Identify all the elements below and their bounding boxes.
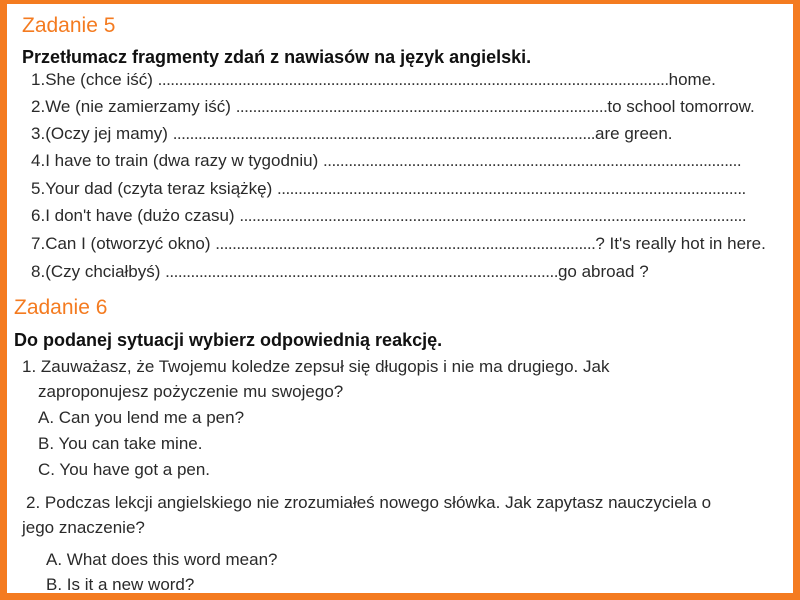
task5-answer-blank[interactable]: ....................................................................................................	[172, 124, 596, 143]
task6-title: Zadanie 6	[14, 296, 108, 319]
task6-q2-option-a[interactable]: A. What does this word mean?	[46, 550, 278, 569]
task5-item-prompt: I don't have (dużo czasu)	[45, 206, 235, 225]
task6-q1-option-a[interactable]: A. Can you lend me a pen?	[38, 408, 245, 427]
task5-item	[31, 206, 746, 226]
task5-item-prompt: She (chce iść)	[45, 70, 153, 89]
task5-instruction: Przetłumacz fragmenty zdań z nawiasów na język angielski.	[22, 47, 532, 67]
task5-answer-blank[interactable]: ...................................................................................................	[323, 151, 742, 170]
task5-answer-blank[interactable]: ...............................................................................................................	[277, 179, 746, 198]
task5-title: Zadanie 5	[22, 14, 116, 37]
task5-item-number: 4.	[31, 151, 46, 170]
task6-question-1-line1: 1. Zauważasz, że Twojemu koledze zepsuł się długopis i nie ma drugiego. Jak	[22, 357, 610, 376]
task6-q2-option-b[interactable]: B. Is it a new word?	[46, 575, 195, 594]
task5-item	[31, 179, 746, 199]
task5-answer-blank[interactable]: .........................................................................................................................	[157, 70, 669, 89]
task6-q1-option-c[interactable]: C. You have got a pen.	[38, 460, 211, 479]
task5-item-ending: go abroad ?	[557, 262, 649, 281]
task5-item	[31, 262, 649, 282]
task5-item-prompt: (Oczy jej mamy)	[45, 124, 168, 143]
task5-item-prompt: I have to train (dwa razy w tygodniu)	[45, 151, 319, 170]
task5-item	[31, 234, 766, 254]
task5-item-number: 1.	[31, 70, 46, 89]
task5-answer-blank[interactable]: .............................................................................................	[165, 262, 558, 281]
task5-item-number: 3.	[31, 124, 46, 143]
task5-item-number: 6.	[31, 206, 46, 225]
task5-item-ending: to school tomorrow.	[607, 97, 755, 116]
task5-item-ending: ? It's really hot in here.	[595, 234, 766, 253]
task5-item-number: 5.	[31, 179, 46, 198]
task5-item-prompt: Your dad (czyta teraz książkę)	[45, 179, 273, 198]
task5-answer-blank[interactable]: ..........................................................................................	[215, 234, 596, 253]
task5-answer-blank[interactable]: ........................................................................................	[235, 97, 608, 116]
task6-q1-option-b[interactable]: B. You can take mine.	[38, 434, 203, 453]
task5-item-ending: home.	[668, 70, 716, 89]
task6-question-2-line2: jego znaczenie?	[22, 518, 145, 537]
task5-item-prompt: (Czy chciałbyś)	[45, 262, 161, 281]
task5-item-ending: are green.	[595, 124, 673, 143]
task5-item-number: 8.	[31, 262, 46, 281]
task5-item-number: 2.	[31, 97, 46, 116]
task5-item-prompt: Can I (otworzyć okno)	[45, 234, 211, 253]
task6-instruction: Do podanej sytuacji wybierz odpowiednią reakcję.	[14, 330, 443, 350]
task5-item	[31, 151, 741, 171]
task5-item-prompt: We (nie zamierzamy iść)	[45, 97, 231, 116]
task5-answer-blank[interactable]: ........................................................................................................................	[239, 206, 747, 225]
task5-item	[31, 124, 673, 144]
task5-item-number: 7.	[31, 234, 46, 253]
task6-question-2-line1: 2. Podczas lekcji angielskiego nie zrozumiałeś nowego słówka. Jak zapytasz nauczyciela o	[26, 493, 712, 512]
task5-item	[31, 97, 755, 117]
task5-item	[31, 70, 716, 90]
task6-question-1-line2: zaproponujesz pożyczenie mu swojego?	[38, 382, 344, 401]
